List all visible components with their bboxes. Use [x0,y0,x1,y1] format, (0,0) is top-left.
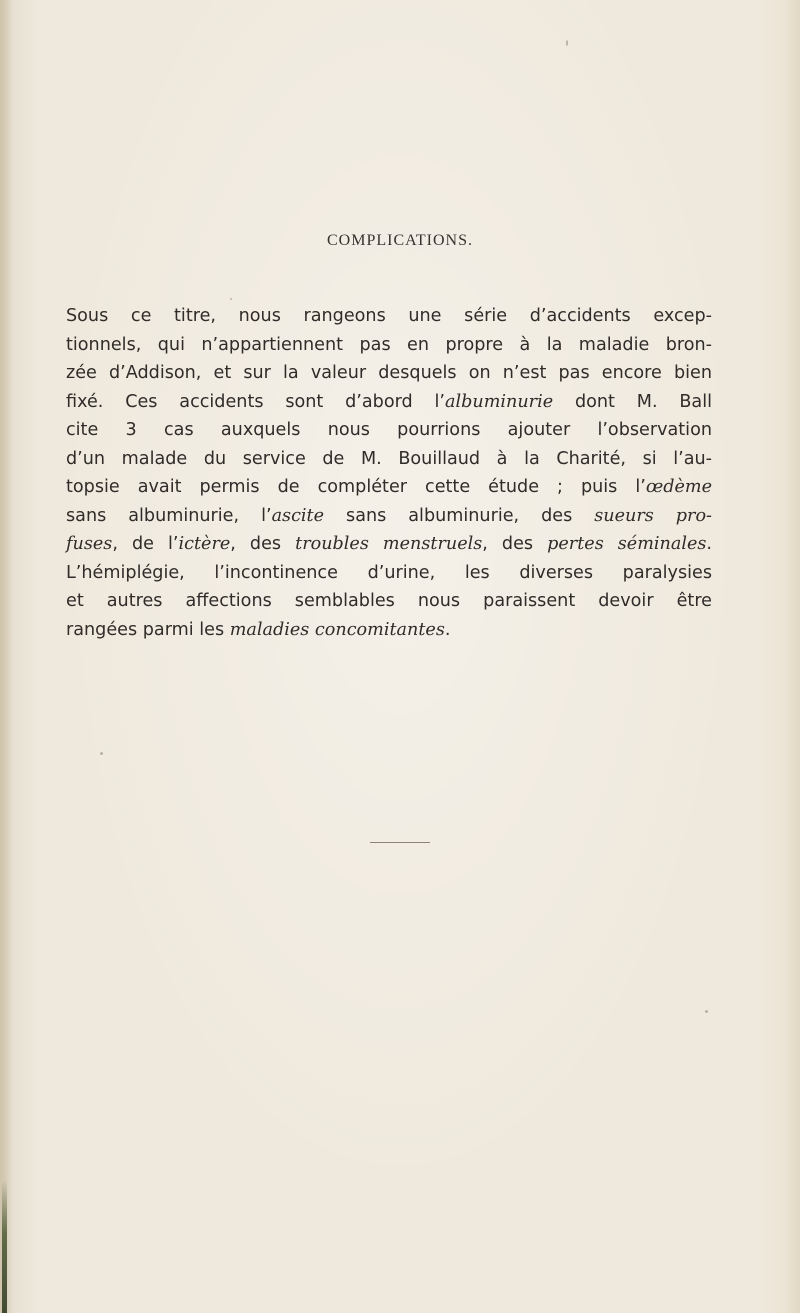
section-end-rule [370,842,430,843]
text-run: . [444,619,451,640]
paper-speck [566,40,568,46]
paper-speck [230,298,232,300]
text-run: , des [482,534,548,554]
text-run: topsie avait permis de compléter cette étude ; puis l’ [66,477,646,497]
text-run: , de l’ [112,534,179,554]
text-line [66,331,712,360]
text-run: sans albuminurie, des [324,505,595,526]
paper-speck [100,752,103,755]
italic-term: sueurs pro- [594,505,712,526]
text-run: , des [230,534,296,554]
text-line [66,530,712,559]
italic-term: pertes séminales [547,534,707,554]
text-run: L’hémiplégie, l’incontinence d’urine, les diverses paralysies [66,562,712,583]
page-edge-shadow [0,0,12,1313]
text-run: et autres affections semblables nous paraissent devoir être [66,591,712,611]
text-line [66,473,712,502]
text-line [66,359,712,388]
text-run: fixé. Ces accidents sont d’abord l’ [66,391,445,412]
text-line [66,445,712,474]
text-line [66,416,712,445]
text-run: cite 3 cas auxquels nous pourrions ajouter l’observation [66,420,712,440]
paper-speck [705,1010,708,1013]
text-run: dont M. Ball [553,391,712,412]
text-run: . [706,534,713,554]
italic-term: maladies concomitantes [229,619,445,640]
italic-term: œdème [645,477,712,497]
text-run: tionnels, qui n’appartiennent pas en propre à la maladie bron- [66,334,712,355]
text-line [66,388,712,417]
text-line [66,559,712,588]
binding-stain [2,1180,7,1313]
body-paragraph [66,302,712,644]
italic-term: ascite [271,505,325,526]
text-line [66,502,712,531]
italic-term: albuminurie [445,391,554,412]
text-run: zée d’Addison, et sur la valeur desquels on n’est pas encore bien [66,363,712,383]
text-line [66,587,712,616]
text-run: sans albuminurie, l’ [66,505,272,526]
italic-term: ictère [178,534,231,554]
running-head: COMPLICATIONS. [326,232,473,249]
text-run: Sous ce titre, nous rangeons une série d’accidents excep- [66,306,712,326]
text-line [66,302,712,331]
text-line [66,616,712,645]
text-run: rangées parmi les [66,619,230,640]
text-run: d’un malade du service de M. Bouillaud à la Charité, si l’au- [66,448,712,469]
italic-term: fuses [66,534,113,554]
italic-term: troubles menstruels [295,534,483,554]
